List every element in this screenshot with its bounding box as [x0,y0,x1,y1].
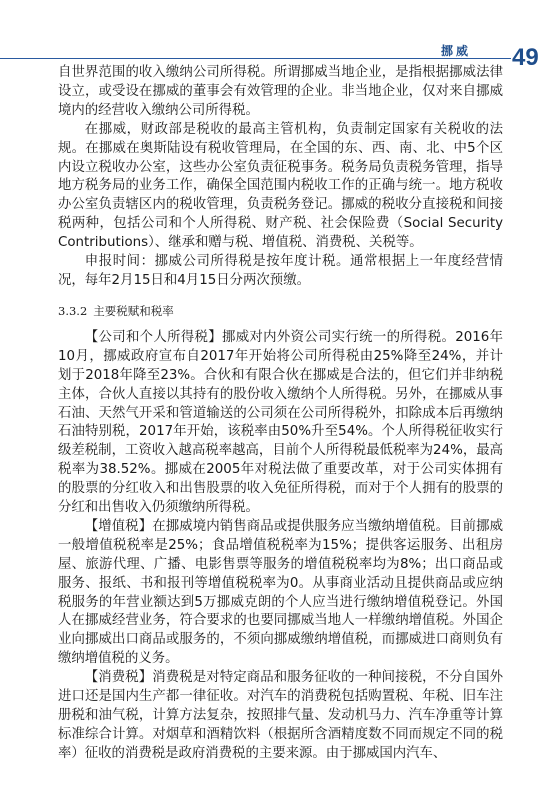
page-header [0,0,559,70]
section-title: 主要税赋和税率 [93,303,174,318]
running-header-country: 挪威 [441,44,472,58]
section-heading [58,303,503,319]
paragraph-filing-time: 申报时间：挪威公司所得税是按年度计税。通常根据上一年度经营情况，每年2月15日和4月15日分两次预缴。 [58,254,503,288]
paragraph-income-tax: 【公司和个人所得税】挪威对内外资公司实行统一的所得税。2016年10月，挪威政府宣布自2017年开始将公司所得税由25%降至24%，并计划于2018年降至23%。合伙和有限合伙在挪威是合法的，但它们并非纳税主体，合伙人直接以其持有的股份收入缴纳个人所得税。另外，在挪威从事石油、天然气开采和管道输送的公司须在公司所得税外，扣除成本后再缴纳石油特别税，2017年开始，该税率由50%升至54%。个人所得税征收实行级差税制，工资收入越高税率越高，目前个人所得税最低税率为24%，最高税率为38.52%。挪威在2005年对税法做了重要改革，对于公司实体拥有的股票的分红收入和出售股票的收入免征所得税，而对于个人拥有的股票的分红和出售收入仍须缴纳所得税。 [58,329,503,516]
paragraph-tax-authority: 在挪威，财政部是税收的最高主管机构，负责制定国家有关税收的法规。在挪威在奥斯陆设有税收管理局，在全国的东、西、南、北、中5个区内设立税收办公室，这些办公室负责征税事务。税务局负责税务管理，指导地方税务局的业务工作，确保全国范围内税收工作的正确与统一。地方税收办公室负责辖区内的税收管理，负责税务登记。挪威的税收分直接税和间接税两种，包括公司和个人所得税、财产税、社会保险费（Social Security Contributions）、继承和赠与税、增值税、消费税、关税等。 [58,121,503,251]
paragraph-continuation: 自世界范围的收入缴纳公司所得税。所谓挪威当地企业，是指根据挪威法律设立，或受设在挪威的董事会有效管理的企业。非当地企业，仅对来自挪威境内的经营收入缴纳公司所得税。 [58,65,503,118]
paragraph-vat: 【增值税】在挪威境内销售商品或提供服务应当缴纳增值税。目前挪威一般增值税税率是25%；食品增值税税率为15%；提供客运服务、出租房屋、旅游代理、广播、电影售票等服务的增值税税率均为8%；出口商品或服务、报纸、书和报刊等增值税税率为0。从事商业活动且提供商品或应纳税服务的年营业额达到5万挪威克朗的个人应当进行缴纳增值税登记。外国人在挪威经营业务，符合要求的也要同挪威当地人一样缴纳增值税。外国企业向挪威出口商品或服务的，不须向挪威缴纳增值税，而挪威进口商则负有缴纳增值税的义务。 [58,518,503,667]
section-number: 3.3.2 [58,303,88,318]
page-number: 49 [512,44,539,71]
paragraph-excise-tax: 【消费税】消费税是对特定商品和服务征收的一种间接税，不分自国外进口还是国内生产都一律征收。对汽车的消费税包括购置税、年税、旧车注册税和油气税，计算方法复杂，按照排气量、发动机马力、汽车净重等计算标准综合计算。对烟草和酒精饮料（根据所含酒精度数不同而规定不同的税率）征收的消费税是政府消费税的主要来源。由于挪威国内汽车、 [58,670,503,761]
header-rule [0,58,511,59]
page-body [58,64,503,764]
